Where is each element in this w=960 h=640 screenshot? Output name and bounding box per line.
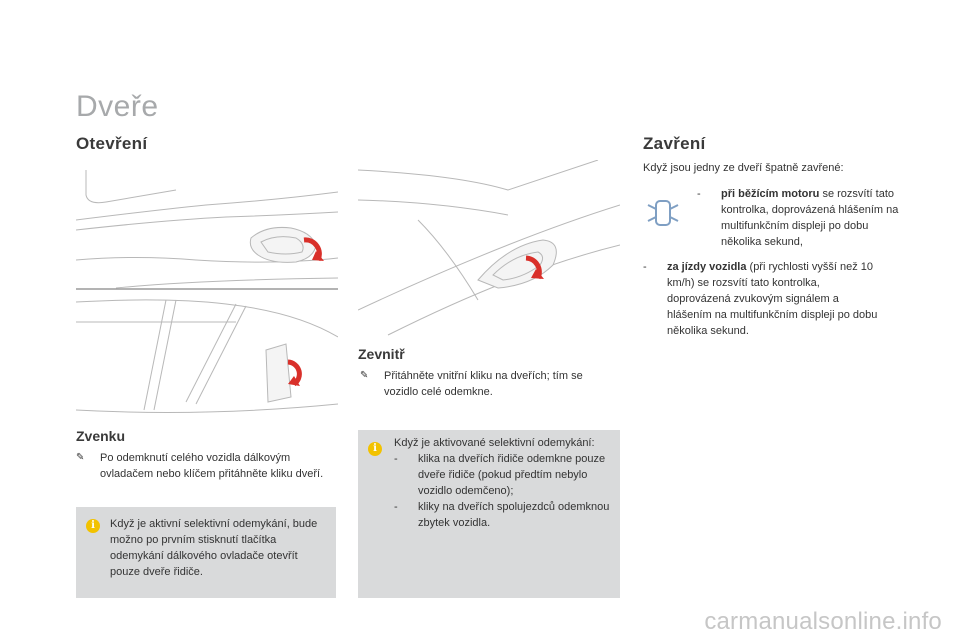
closing-item-driving-text: (při rychlosti vyšší než 10 km/h) se rozsvítí tato kontrolka, doprovázená zvukovým signálem a hlášením na multifunkčním displeji po dobu několika sekund.: [667, 261, 878, 337]
closing-item-engine-text: se rozsvítí tato kontrolka, doprovázená hlášením na multifunkčním displeji po dobu několika sekund,: [721, 188, 899, 248]
interior-handle-illustration: [358, 160, 620, 340]
watermark: carmanualsonline.info: [704, 608, 942, 635]
instruction-inside-text: Přitáhněte vnitřní kliku na dveřích; tím se vozidlo celé odemkne.: [384, 370, 583, 398]
car-side-illustration: [76, 292, 338, 417]
closing-item-engine: - při běžícím motoru se rozsvítí tato kontrolka, doprovázená hlášením na multifunkčním displeji po dobu několika sekund,: [697, 188, 899, 248]
closing-intro: Když jsou jedny ze dveří špatně zavřené:: [643, 162, 844, 174]
page-title: Dveře: [76, 90, 159, 123]
exterior-handle-illustration: [76, 160, 338, 290]
instruction-outside-text: Po odemknutí celého vozidla dálkovým ovladačem nebo klíčem přitáhněte kliku dveří.: [100, 452, 324, 480]
instruction-inside: [360, 368, 610, 400]
red-arrow-icon: [288, 362, 300, 386]
subheading-inside: Zevnitř: [358, 346, 405, 362]
note-inside-item: - klika na dveřích řidiče odemkne pouze dveře řidiče (pokud předtím nebylo vozidlo odemčeno);: [394, 453, 606, 497]
instruction-outside: [76, 450, 326, 482]
note-inside-item: - kliky na dveřích spolujezdců odemknou zbytek vozidla.: [394, 501, 610, 529]
bullet-icon: ✎: [76, 452, 85, 463]
bullet-icon: ✎: [360, 370, 369, 381]
section-heading-closing: Zavření: [643, 134, 706, 153]
info-icon: i: [86, 519, 100, 533]
section-heading-opening: Otevření: [76, 134, 148, 153]
note-outside-text: Když je aktivní selektivní odemykání, bude možno po prvním stisknutí tlačítka odemykání dálkového ovladače otevřít pouze dveře řidiče.: [110, 518, 318, 578]
note-box-inside: [358, 430, 620, 598]
closing-item-engine-bold: při běžícím motoru: [721, 188, 820, 200]
closing-item-driving: - za jízdy vozidla (při rychlosti vyšší než 10 km/h) se rozsvítí tato kontrolka, doprovázená zvukovým signálem a hlášením na multifunkčním displeji po dobu několika sekund.: [643, 261, 878, 337]
closing-item-driving-bold: za jízdy vozidla: [667, 261, 747, 273]
door-open-warning-icon: [645, 196, 681, 230]
note-box-outside: [76, 507, 336, 598]
info-icon: i: [368, 442, 382, 456]
note-inside-intro: Když je aktivované selektivní odemykání:: [394, 437, 595, 449]
subheading-outside: Zvenku: [76, 428, 126, 444]
